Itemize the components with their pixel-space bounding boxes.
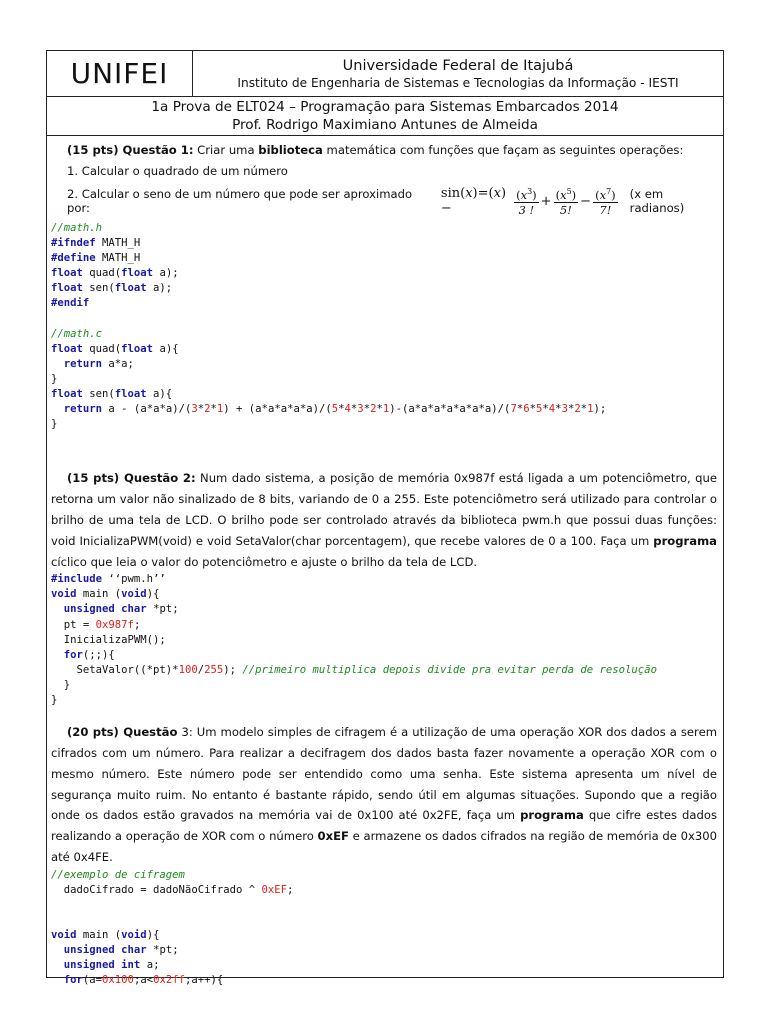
professor-name: Prof. Rodrigo Maximiano Antunes de Almeida	[232, 117, 538, 133]
q3-text-a: Um modelo simples de cifragem é a utilização de uma operação XOR dos dados a serem cifrados com um número. Para realizar a decifragem dos dados basta fazer novamente a operação XOR com o mesmo número. Este número pode ser entendido como uma senha. Este sistema apresenta um nível de segurança muito ruim. No entanto é bastante rápido, sendo útil em algumas situações. Supondo que a região onde os dados estão gravados na memória vai de 0x100 até 0x2FE, faça um	[51, 725, 717, 823]
exam-page	[46, 50, 724, 987]
header-top	[47, 51, 723, 97]
code-comment-math-c: //math.c	[51, 327, 103, 340]
q1-code: //math.h #ifndef MATH_H #define MATH_H float quad(float a); float sen(float a); #endif //math.c float quad(float a){ return a*a; } float sen(float a){ return a - (a*a*a)/(3*2*1) + (a*a*a*a*a)/(5*4*3*2*1)-(a*a*a*a*a*a*a)/(7*6*5*4*3*2*1); }	[51, 222, 607, 431]
question-2	[51, 468, 719, 572]
q1-item-2	[67, 181, 719, 221]
q1-text-a: Criar uma	[193, 143, 259, 157]
q1-bold: biblioteca	[258, 143, 323, 157]
q3-text-b: que cifre estes dados realizando a operação de XOR com o número	[51, 808, 717, 844]
q2-bold: programa	[653, 533, 717, 548]
q2-code-comment: //primeiro multiplica depois divide pra evitar perda de resolução	[242, 663, 657, 676]
q3-text-c: e armazene os dados cifrados na região de memória de 0x300 até 0x4FE.	[51, 829, 717, 864]
q3-points: (20 pts) Questão	[67, 725, 178, 740]
q2-code: #include ‘‘pwm.h’’ void main (void){ unsigned char *pt; pt = 0x987f; InicializaPWM(); for(;;){ SetaValor((*pt)*100/255); //primeiro multiplica depois divide pra evitar perda de resolução } }	[51, 573, 657, 707]
formula-note: (x em radianos)	[629, 187, 685, 215]
q1-points: (15 pts) Questão 1:	[67, 143, 194, 157]
q2-text-b: cíclico que leia o valor do potenciômetro e ajuste o brilho da tela de LCD.	[51, 554, 478, 569]
institution-block	[193, 51, 723, 96]
exam-content	[47, 136, 723, 988]
q3-num: 3:	[177, 725, 193, 740]
q1-item-2-text: 2. Calcular o seno de um número que pode ser aproximado por:	[67, 187, 413, 215]
q3-bold2: 0xEF	[317, 829, 349, 844]
question-1	[51, 140, 719, 161]
university-name: Universidade Federal de Itajubá	[342, 57, 574, 74]
q2-text-a: Num dado sistema, a posição de memória 0x987f está ligada a um potenciômetro, que retorna um valor não sinalizado de 8 bits, variando de 0 a 255. Este potenciômetro será utilizado para controlar o brilho de uma tela de LCD. O brilho pode ser controlado através da biblioteca pwm.h que possui duas funções: void InicializaPWM(void) e void SetaValor(char porcentagem), que recebe valores de 0 a 100. Faça um	[51, 471, 717, 548]
q3-code-comment: //exemplo de cifragem	[51, 868, 185, 881]
sine-formula: sin(x)=(x)− $\frac{(x^3)}{3 !}$ + $\frac{(x^5)}{5!}$ − $\frac{(x^7)}{7!}$	[440, 186, 616, 217]
q2-points: (15 pts) Questão 2:	[67, 471, 196, 486]
question-3	[51, 722, 719, 868]
unifei-logo: UNIFEI	[47, 51, 193, 96]
q3-code: //exemplo de cifragem dadoCifrado = dadoNãoCifrado ^ 0xEF; void main (void){ unsigned char *pt; unsigned int a; for(a=0x100;a<0x2ff;a++){	[51, 868, 294, 987]
header-exam	[47, 97, 723, 136]
code-comment-math-h: //math.h	[51, 222, 103, 234]
q3-bold1: programa	[520, 808, 584, 823]
q1-text-b: matemática com funções que façam as seguintes operações:	[322, 143, 684, 157]
q1-item-1: 1. Calcular o quadrado de um número	[67, 164, 288, 178]
institute-name: Instituto de Engenharia de Sistemas e Tecnologias da Informação - IESTI	[237, 75, 679, 90]
exam-title: 1a Prova de ELT024 – Programação para Sistemas Embarcados 2014	[151, 99, 619, 115]
